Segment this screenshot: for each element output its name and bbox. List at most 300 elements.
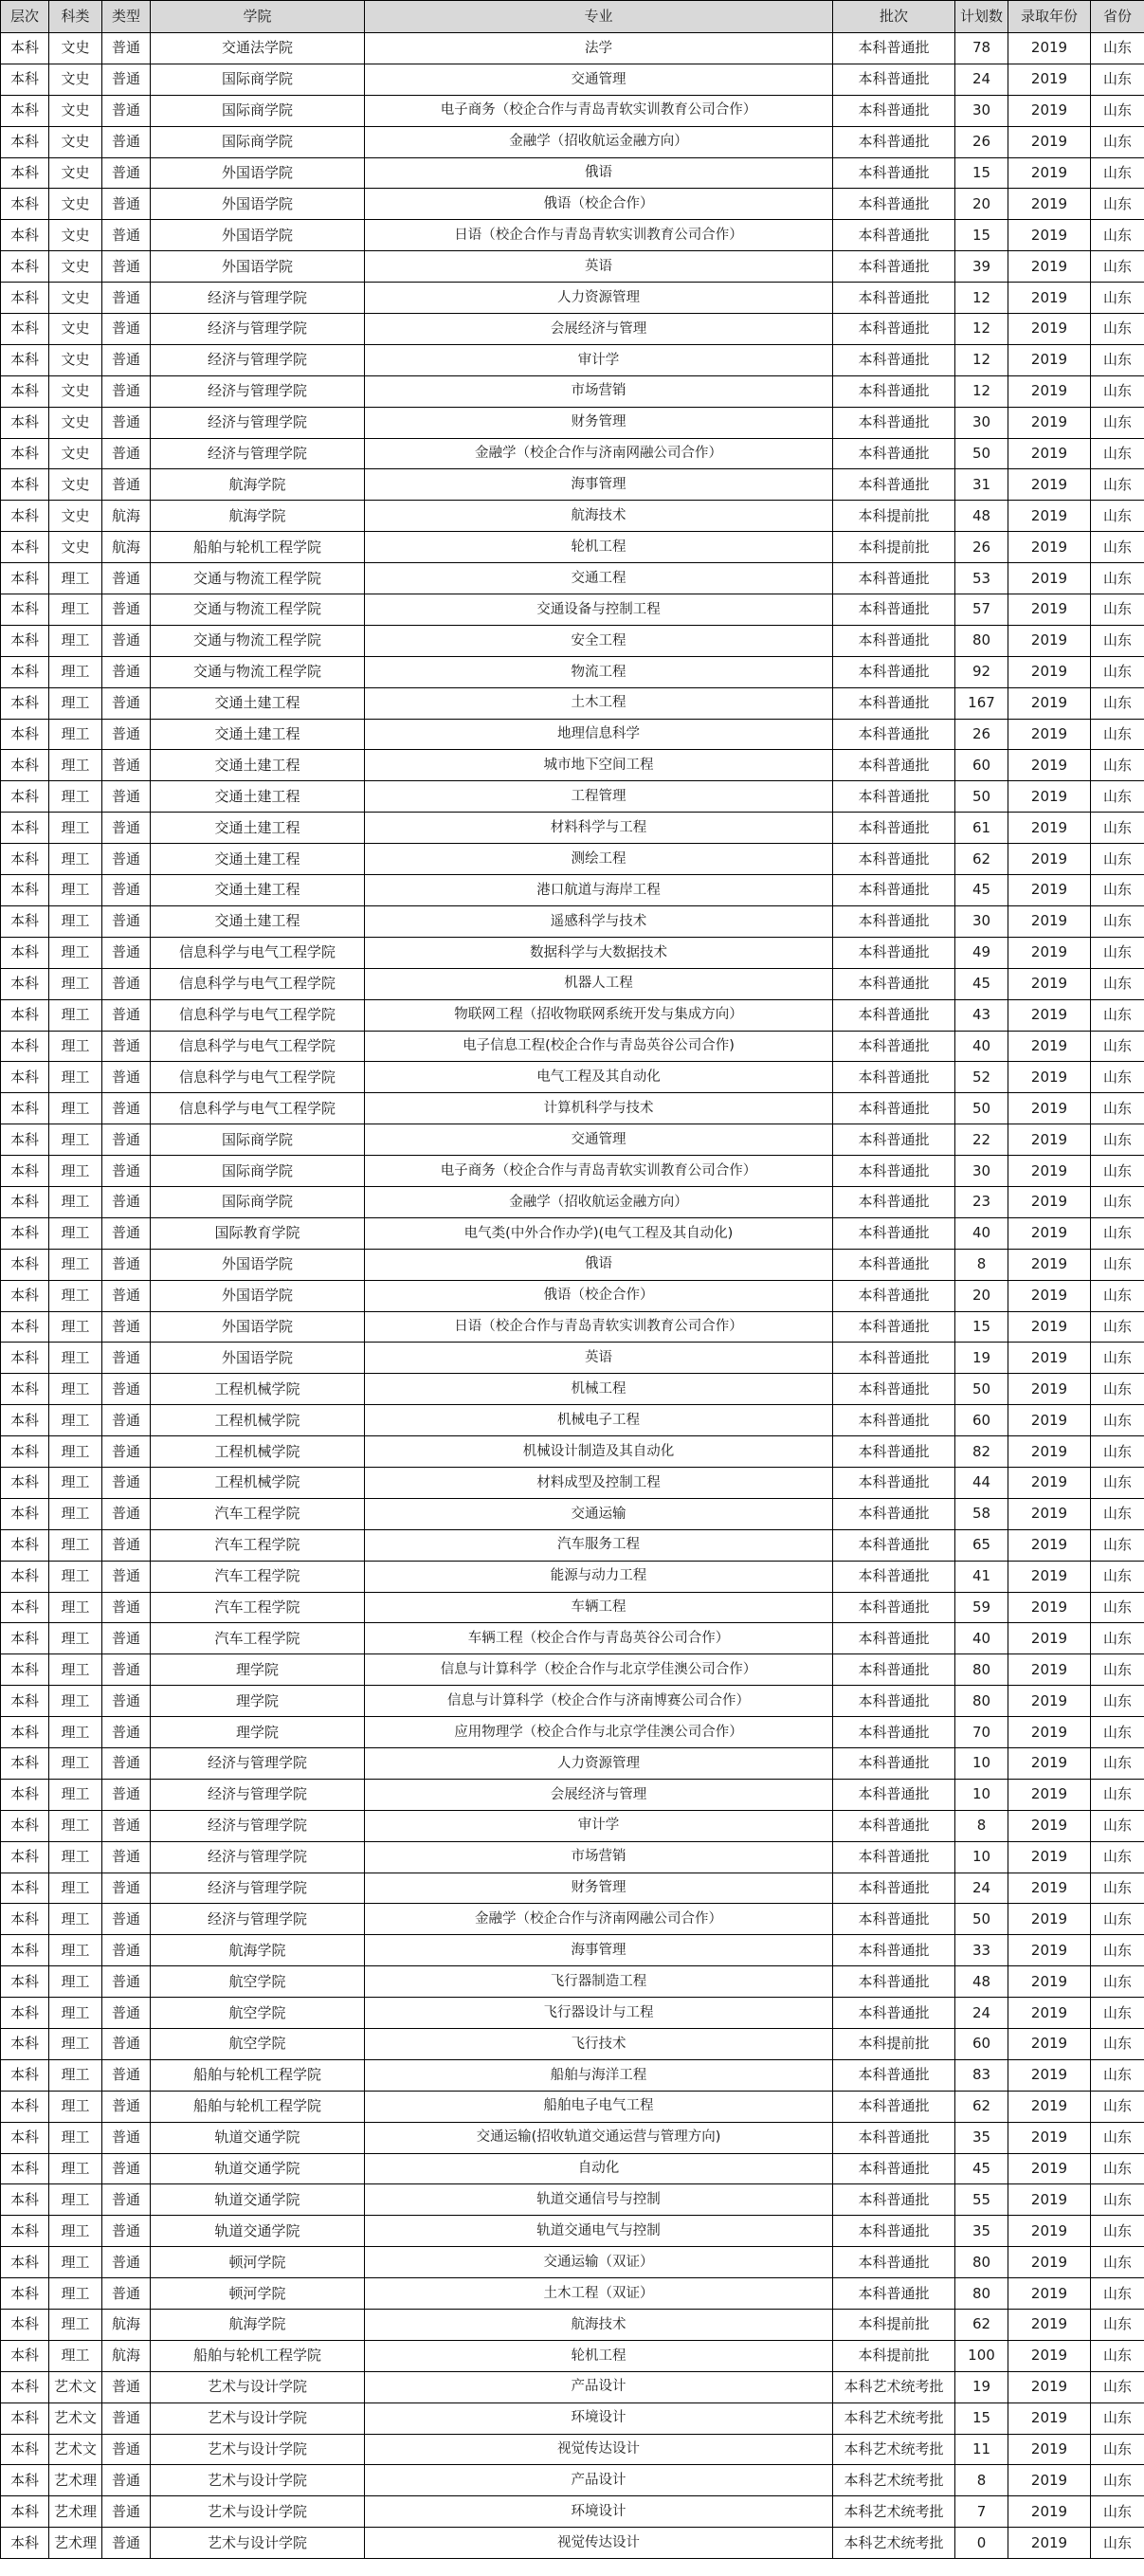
cell-plan-count: 12 bbox=[955, 314, 1008, 345]
cell-type: 普通 bbox=[102, 719, 151, 750]
cell-year: 2019 bbox=[1008, 1031, 1091, 1062]
cell-major: 应用物理学（校企合作与北京学佳澳公司合作） bbox=[365, 1717, 833, 1748]
cell-level: 本科 bbox=[1, 2402, 49, 2434]
cell-major: 航海技术 bbox=[365, 2310, 833, 2341]
header-plan-count: 计划数 bbox=[955, 1, 1008, 33]
cell-level: 本科 bbox=[1, 283, 49, 314]
cell-college: 交通土建工程 bbox=[151, 719, 365, 750]
cell-college: 汽车工程学院 bbox=[151, 1592, 365, 1623]
cell-type: 普通 bbox=[102, 625, 151, 656]
cell-type: 普通 bbox=[102, 1747, 151, 1779]
cell-level: 本科 bbox=[1, 2371, 49, 2402]
cell-plan-count: 24 bbox=[955, 1873, 1008, 1904]
cell-level: 本科 bbox=[1, 1779, 49, 1810]
cell-subject: 理工 bbox=[49, 594, 102, 626]
table-row bbox=[1, 2029, 1144, 2060]
cell-college: 轨道交通学院 bbox=[151, 2184, 365, 2216]
cell-batch: 本科普通批 bbox=[833, 1156, 955, 1187]
cell-major: 财务管理 bbox=[365, 407, 833, 438]
cell-level: 本科 bbox=[1, 33, 49, 64]
cell-college: 理学院 bbox=[151, 1686, 365, 1717]
cell-batch: 本科普通批 bbox=[833, 1031, 955, 1062]
cell-plan-count: 40 bbox=[955, 1031, 1008, 1062]
cell-level: 本科 bbox=[1, 1935, 49, 1966]
cell-major: 测绘工程 bbox=[365, 844, 833, 875]
cell-batch: 本科艺术统考批 bbox=[833, 2434, 955, 2465]
cell-level: 本科 bbox=[1, 1186, 49, 1217]
cell-college: 交通土建工程 bbox=[151, 813, 365, 844]
cell-college: 艺术与设计学院 bbox=[151, 2371, 365, 2402]
cell-college: 艺术与设计学院 bbox=[151, 2465, 365, 2496]
cell-province: 山东 bbox=[1091, 220, 1144, 251]
cell-province: 山东 bbox=[1091, 501, 1144, 532]
cell-major: 俄语 bbox=[365, 1249, 833, 1280]
cell-type: 普通 bbox=[102, 1062, 151, 1093]
cell-batch: 本科普通批 bbox=[833, 157, 955, 189]
cell-plan-count: 19 bbox=[955, 2371, 1008, 2402]
cell-major: 法学 bbox=[365, 33, 833, 64]
cell-subject: 理工 bbox=[49, 2247, 102, 2278]
cell-batch: 本科普通批 bbox=[833, 1592, 955, 1623]
cell-year: 2019 bbox=[1008, 469, 1091, 501]
cell-college: 工程机械学院 bbox=[151, 1467, 365, 1498]
cell-plan-count: 20 bbox=[955, 189, 1008, 220]
cell-province: 山东 bbox=[1091, 1561, 1144, 1592]
cell-plan-count: 45 bbox=[955, 968, 1008, 999]
cell-subject: 理工 bbox=[49, 1654, 102, 1686]
cell-subject: 理工 bbox=[49, 1966, 102, 1998]
cell-major: 机械工程 bbox=[365, 1374, 833, 1405]
cell-province: 山东 bbox=[1091, 2371, 1144, 2402]
cell-major: 船舶与海洋工程 bbox=[365, 2059, 833, 2091]
cell-subject: 理工 bbox=[49, 1124, 102, 1156]
cell-year: 2019 bbox=[1008, 905, 1091, 937]
cell-level: 本科 bbox=[1, 1810, 49, 1841]
cell-college: 信息科学与电气工程学院 bbox=[151, 968, 365, 999]
cell-batch: 本科普通批 bbox=[833, 2153, 955, 2184]
cell-level: 本科 bbox=[1, 999, 49, 1031]
cell-level: 本科 bbox=[1, 2059, 49, 2091]
cell-batch: 本科普通批 bbox=[833, 968, 955, 999]
cell-batch: 本科艺术统考批 bbox=[833, 2465, 955, 2496]
cell-year: 2019 bbox=[1008, 189, 1091, 220]
cell-year: 2019 bbox=[1008, 750, 1091, 781]
cell-level: 本科 bbox=[1, 563, 49, 594]
cell-subject: 艺术理 bbox=[49, 2496, 102, 2528]
cell-type: 普通 bbox=[102, 1904, 151, 1935]
cell-major: 海事管理 bbox=[365, 469, 833, 501]
cell-college: 轨道交通学院 bbox=[151, 2216, 365, 2247]
cell-batch: 本科普通批 bbox=[833, 314, 955, 345]
table-row bbox=[1, 1280, 1144, 1311]
cell-subject: 理工 bbox=[49, 563, 102, 594]
cell-college: 艺术与设计学院 bbox=[151, 2496, 365, 2528]
table-row bbox=[1, 999, 1144, 1031]
cell-plan-count: 80 bbox=[955, 1654, 1008, 1686]
cell-batch: 本科提前批 bbox=[833, 501, 955, 532]
cell-plan-count: 49 bbox=[955, 937, 1008, 968]
cell-province: 山东 bbox=[1091, 157, 1144, 189]
cell-type: 普通 bbox=[102, 33, 151, 64]
cell-subject: 理工 bbox=[49, 1529, 102, 1561]
cell-college: 交通土建工程 bbox=[151, 844, 365, 875]
cell-batch: 本科艺术统考批 bbox=[833, 2528, 955, 2559]
cell-type: 普通 bbox=[102, 2122, 151, 2153]
cell-subject: 理工 bbox=[49, 1405, 102, 1436]
cell-type: 普通 bbox=[102, 1592, 151, 1623]
cell-year: 2019 bbox=[1008, 563, 1091, 594]
cell-plan-count: 8 bbox=[955, 2465, 1008, 2496]
cell-subject: 文史 bbox=[49, 501, 102, 532]
cell-major: 交通运输(招收轨道交通运营与管理方向) bbox=[365, 2122, 833, 2153]
cell-batch: 本科普通批 bbox=[833, 1623, 955, 1654]
cell-province: 山东 bbox=[1091, 314, 1144, 345]
cell-plan-count: 30 bbox=[955, 1156, 1008, 1187]
table-row bbox=[1, 33, 1144, 64]
cell-year: 2019 bbox=[1008, 937, 1091, 968]
cell-college: 航海学院 bbox=[151, 2310, 365, 2341]
cell-year: 2019 bbox=[1008, 95, 1091, 126]
cell-plan-count: 40 bbox=[955, 1623, 1008, 1654]
cell-type: 普通 bbox=[102, 189, 151, 220]
cell-province: 山东 bbox=[1091, 532, 1144, 563]
cell-year: 2019 bbox=[1008, 2122, 1091, 2153]
cell-level: 本科 bbox=[1, 1156, 49, 1187]
cell-province: 山东 bbox=[1091, 813, 1144, 844]
cell-level: 本科 bbox=[1, 1249, 49, 1280]
cell-year: 2019 bbox=[1008, 1249, 1091, 1280]
cell-college: 交通与物流工程学院 bbox=[151, 656, 365, 687]
cell-year: 2019 bbox=[1008, 2216, 1091, 2247]
cell-college: 信息科学与电气工程学院 bbox=[151, 1093, 365, 1124]
cell-level: 本科 bbox=[1, 687, 49, 719]
cell-college: 国际商学院 bbox=[151, 64, 365, 95]
cell-type: 普通 bbox=[102, 1249, 151, 1280]
cell-type: 普通 bbox=[102, 1873, 151, 1904]
cell-batch: 本科普通批 bbox=[833, 1405, 955, 1436]
table-row bbox=[1, 189, 1144, 220]
cell-batch: 本科普通批 bbox=[833, 344, 955, 375]
cell-year: 2019 bbox=[1008, 813, 1091, 844]
cell-major: 市场营销 bbox=[365, 1841, 833, 1873]
cell-batch: 本科普通批 bbox=[833, 2059, 955, 2091]
cell-subject: 艺术文 bbox=[49, 2371, 102, 2402]
cell-province: 山东 bbox=[1091, 407, 1144, 438]
cell-level: 本科 bbox=[1, 1498, 49, 1529]
cell-plan-count: 50 bbox=[955, 438, 1008, 469]
cell-level: 本科 bbox=[1, 501, 49, 532]
cell-province: 山东 bbox=[1091, 687, 1144, 719]
cell-subject: 文史 bbox=[49, 126, 102, 157]
table-row bbox=[1, 1467, 1144, 1498]
cell-type: 普通 bbox=[102, 1031, 151, 1062]
cell-college: 艺术与设计学院 bbox=[151, 2434, 365, 2465]
cell-college: 经济与管理学院 bbox=[151, 283, 365, 314]
cell-level: 本科 bbox=[1, 719, 49, 750]
cell-year: 2019 bbox=[1008, 1904, 1091, 1935]
cell-level: 本科 bbox=[1, 2091, 49, 2122]
cell-year: 2019 bbox=[1008, 1156, 1091, 1187]
header-type: 类型 bbox=[102, 1, 151, 33]
cell-province: 山东 bbox=[1091, 968, 1144, 999]
cell-province: 山东 bbox=[1091, 1592, 1144, 1623]
cell-college: 经济与管理学院 bbox=[151, 1779, 365, 1810]
cell-type: 普通 bbox=[102, 2434, 151, 2465]
cell-major: 轮机工程 bbox=[365, 532, 833, 563]
table-row bbox=[1, 64, 1144, 95]
cell-major: 轮机工程 bbox=[365, 2340, 833, 2371]
cell-level: 本科 bbox=[1, 1311, 49, 1343]
cell-major: 英语 bbox=[365, 1343, 833, 1374]
cell-year: 2019 bbox=[1008, 1779, 1091, 1810]
cell-batch: 本科普通批 bbox=[833, 813, 955, 844]
cell-subject: 文史 bbox=[49, 344, 102, 375]
cell-level: 本科 bbox=[1, 1686, 49, 1717]
cell-level: 本科 bbox=[1, 750, 49, 781]
cell-subject: 理工 bbox=[49, 1093, 102, 1124]
cell-batch: 本科普通批 bbox=[833, 1062, 955, 1093]
cell-type: 普通 bbox=[102, 875, 151, 906]
table-row bbox=[1, 968, 1144, 999]
table-row bbox=[1, 1405, 1144, 1436]
cell-plan-count: 78 bbox=[955, 33, 1008, 64]
cell-year: 2019 bbox=[1008, 501, 1091, 532]
cell-major: 交通管理 bbox=[365, 64, 833, 95]
cell-major: 电子信息工程(校企合作与青岛英谷公司合作) bbox=[365, 1031, 833, 1062]
cell-college: 国际商学院 bbox=[151, 1156, 365, 1187]
cell-college: 外国语学院 bbox=[151, 1280, 365, 1311]
table-row bbox=[1, 594, 1144, 626]
cell-level: 本科 bbox=[1, 1031, 49, 1062]
cell-year: 2019 bbox=[1008, 220, 1091, 251]
cell-batch: 本科提前批 bbox=[833, 2310, 955, 2341]
table-row bbox=[1, 1779, 1144, 1810]
cell-level: 本科 bbox=[1, 438, 49, 469]
cell-level: 本科 bbox=[1, 656, 49, 687]
cell-subject: 理工 bbox=[49, 1031, 102, 1062]
cell-college: 航空学院 bbox=[151, 1998, 365, 2029]
cell-plan-count: 44 bbox=[955, 1467, 1008, 1498]
cell-type: 普通 bbox=[102, 95, 151, 126]
cell-level: 本科 bbox=[1, 968, 49, 999]
cell-college: 轨道交通学院 bbox=[151, 2153, 365, 2184]
cell-subject: 理工 bbox=[49, 2184, 102, 2216]
table-row bbox=[1, 344, 1144, 375]
cell-type: 普通 bbox=[102, 937, 151, 968]
cell-major: 电子商务（校企合作与青岛青软实训教育公司合作） bbox=[365, 95, 833, 126]
cell-college: 国际商学院 bbox=[151, 1186, 365, 1217]
cell-type: 普通 bbox=[102, 1966, 151, 1998]
cell-level: 本科 bbox=[1, 189, 49, 220]
table-row bbox=[1, 1062, 1144, 1093]
cell-batch: 本科普通批 bbox=[833, 2184, 955, 2216]
cell-major: 海事管理 bbox=[365, 1935, 833, 1966]
cell-major: 电子商务（校企合作与青岛青软实训教育公司合作） bbox=[365, 1156, 833, 1187]
cell-year: 2019 bbox=[1008, 1280, 1091, 1311]
cell-subject: 理工 bbox=[49, 1873, 102, 1904]
cell-college: 艺术与设计学院 bbox=[151, 2528, 365, 2559]
cell-plan-count: 8 bbox=[955, 1810, 1008, 1841]
cell-subject: 理工 bbox=[49, 1374, 102, 1405]
cell-level: 本科 bbox=[1, 1654, 49, 1686]
cell-plan-count: 15 bbox=[955, 220, 1008, 251]
cell-type: 普通 bbox=[102, 781, 151, 813]
cell-subject: 理工 bbox=[49, 1280, 102, 1311]
cell-subject: 理工 bbox=[49, 968, 102, 999]
table-row bbox=[1, 1031, 1144, 1062]
cell-type: 普通 bbox=[102, 2059, 151, 2091]
cell-year: 2019 bbox=[1008, 1529, 1091, 1561]
cell-subject: 理工 bbox=[49, 1592, 102, 1623]
cell-type: 普通 bbox=[102, 438, 151, 469]
cell-college: 信息科学与电气工程学院 bbox=[151, 937, 365, 968]
cell-college: 交通与物流工程学院 bbox=[151, 563, 365, 594]
cell-province: 山东 bbox=[1091, 189, 1144, 220]
cell-type: 普通 bbox=[102, 1841, 151, 1873]
cell-major: 航海技术 bbox=[365, 501, 833, 532]
cell-level: 本科 bbox=[1, 1374, 49, 1405]
cell-college: 航空学院 bbox=[151, 1966, 365, 1998]
cell-year: 2019 bbox=[1008, 781, 1091, 813]
cell-level: 本科 bbox=[1, 314, 49, 345]
cell-batch: 本科普通批 bbox=[833, 438, 955, 469]
cell-province: 山东 bbox=[1091, 1810, 1144, 1841]
cell-plan-count: 10 bbox=[955, 1841, 1008, 1873]
cell-type: 普通 bbox=[102, 594, 151, 626]
cell-plan-count: 50 bbox=[955, 781, 1008, 813]
cell-plan-count: 59 bbox=[955, 1592, 1008, 1623]
table-row bbox=[1, 937, 1144, 968]
cell-batch: 本科普通批 bbox=[833, 875, 955, 906]
cell-plan-count: 11 bbox=[955, 2434, 1008, 2465]
cell-major: 土木工程 bbox=[365, 687, 833, 719]
cell-year: 2019 bbox=[1008, 1841, 1091, 1873]
cell-province: 山东 bbox=[1091, 64, 1144, 95]
cell-college: 交通土建工程 bbox=[151, 875, 365, 906]
cell-major: 地理信息科学 bbox=[365, 719, 833, 750]
cell-plan-count: 33 bbox=[955, 1935, 1008, 1966]
cell-plan-count: 52 bbox=[955, 1062, 1008, 1093]
cell-year: 2019 bbox=[1008, 2528, 1091, 2559]
cell-level: 本科 bbox=[1, 1436, 49, 1468]
cell-type: 普通 bbox=[102, 1810, 151, 1841]
cell-year: 2019 bbox=[1008, 2340, 1091, 2371]
cell-type: 航海 bbox=[102, 532, 151, 563]
table-row bbox=[1, 750, 1144, 781]
table-row bbox=[1, 1810, 1144, 1841]
cell-plan-count: 15 bbox=[955, 1311, 1008, 1343]
table-row bbox=[1, 2528, 1144, 2559]
cell-major: 金融学（招收航运金融方向） bbox=[365, 126, 833, 157]
cell-year: 2019 bbox=[1008, 1062, 1091, 1093]
cell-batch: 本科艺术统考批 bbox=[833, 2496, 955, 2528]
cell-batch: 本科普通批 bbox=[833, 469, 955, 501]
cell-batch: 本科普通批 bbox=[833, 687, 955, 719]
cell-type: 普通 bbox=[102, 469, 151, 501]
cell-batch: 本科普通批 bbox=[833, 1498, 955, 1529]
cell-major: 物联网工程（招收物联网系统开发与集成方向） bbox=[365, 999, 833, 1031]
cell-type: 普通 bbox=[102, 2247, 151, 2278]
cell-level: 本科 bbox=[1, 875, 49, 906]
cell-subject: 理工 bbox=[49, 1779, 102, 1810]
table-row bbox=[1, 1217, 1144, 1249]
cell-plan-count: 82 bbox=[955, 1436, 1008, 1468]
cell-year: 2019 bbox=[1008, 407, 1091, 438]
cell-college: 轨道交通学院 bbox=[151, 2122, 365, 2153]
cell-type: 普通 bbox=[102, 1405, 151, 1436]
cell-year: 2019 bbox=[1008, 2184, 1091, 2216]
cell-type: 普通 bbox=[102, 2029, 151, 2060]
cell-major: 审计学 bbox=[365, 344, 833, 375]
cell-province: 山东 bbox=[1091, 1062, 1144, 1093]
cell-plan-count: 57 bbox=[955, 594, 1008, 626]
cell-year: 2019 bbox=[1008, 2371, 1091, 2402]
table-row bbox=[1, 625, 1144, 656]
cell-subject: 理工 bbox=[49, 687, 102, 719]
cell-subject: 理工 bbox=[49, 844, 102, 875]
table-row bbox=[1, 844, 1144, 875]
cell-type: 普通 bbox=[102, 1529, 151, 1561]
cell-province: 山东 bbox=[1091, 438, 1144, 469]
cell-type: 普通 bbox=[102, 220, 151, 251]
cell-year: 2019 bbox=[1008, 33, 1091, 64]
cell-subject: 文史 bbox=[49, 375, 102, 407]
table-row bbox=[1, 2496, 1144, 2528]
cell-major: 产品设计 bbox=[365, 2371, 833, 2402]
table-row bbox=[1, 719, 1144, 750]
header-college: 学院 bbox=[151, 1, 365, 33]
cell-major: 市场营销 bbox=[365, 375, 833, 407]
cell-subject: 文史 bbox=[49, 220, 102, 251]
cell-major: 计算机科学与技术 bbox=[365, 1093, 833, 1124]
cell-batch: 本科普通批 bbox=[833, 625, 955, 656]
cell-province: 山东 bbox=[1091, 375, 1144, 407]
cell-level: 本科 bbox=[1, 126, 49, 157]
cell-type: 普通 bbox=[102, 656, 151, 687]
cell-year: 2019 bbox=[1008, 1311, 1091, 1343]
cell-batch: 本科普通批 bbox=[833, 1280, 955, 1311]
cell-year: 2019 bbox=[1008, 1747, 1091, 1779]
header-level: 层次 bbox=[1, 1, 49, 33]
table-row bbox=[1, 314, 1144, 345]
cell-plan-count: 45 bbox=[955, 875, 1008, 906]
header-row bbox=[1, 1, 1144, 33]
cell-plan-count: 50 bbox=[955, 1374, 1008, 1405]
cell-batch: 本科提前批 bbox=[833, 2029, 955, 2060]
cell-college: 工程机械学院 bbox=[151, 1374, 365, 1405]
cell-major: 飞行技术 bbox=[365, 2029, 833, 2060]
cell-major: 人力资源管理 bbox=[365, 283, 833, 314]
cell-subject: 理工 bbox=[49, 781, 102, 813]
cell-province: 山东 bbox=[1091, 594, 1144, 626]
table-row bbox=[1, 220, 1144, 251]
cell-plan-count: 30 bbox=[955, 407, 1008, 438]
header-province: 省份 bbox=[1091, 1, 1144, 33]
cell-level: 本科 bbox=[1, 937, 49, 968]
cell-province: 山东 bbox=[1091, 283, 1144, 314]
cell-batch: 本科普通批 bbox=[833, 1529, 955, 1561]
cell-level: 本科 bbox=[1, 844, 49, 875]
table-row bbox=[1, 1529, 1144, 1561]
cell-major: 电气工程及其自动化 bbox=[365, 1062, 833, 1093]
table-row bbox=[1, 2216, 1144, 2247]
cell-major: 城市地下空间工程 bbox=[365, 750, 833, 781]
cell-year: 2019 bbox=[1008, 656, 1091, 687]
cell-province: 山东 bbox=[1091, 1904, 1144, 1935]
cell-college: 顿河学院 bbox=[151, 2278, 365, 2310]
cell-year: 2019 bbox=[1008, 594, 1091, 626]
cell-plan-count: 55 bbox=[955, 2184, 1008, 2216]
